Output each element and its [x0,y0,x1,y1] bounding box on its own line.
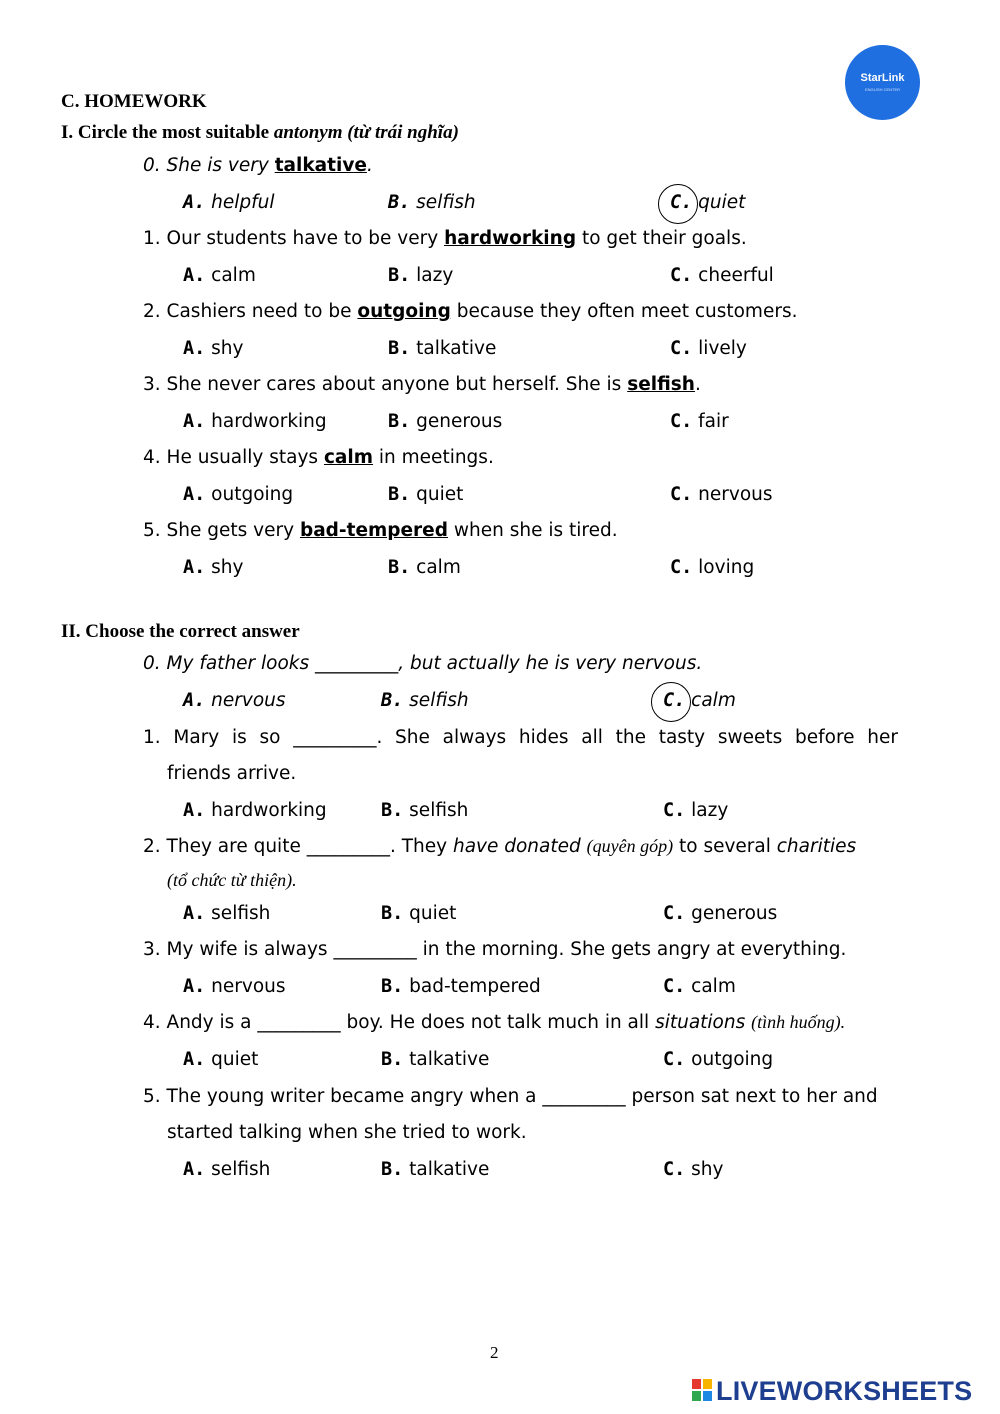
part1-title-italic: antonym (từ trái nghĩa) [273,122,459,143]
part1-question-0: 0. She is very talkative. [143,155,373,176]
keyword: hardworking [444,228,577,249]
part2-question-5-line2: started talking when she tried to work. [167,1122,527,1143]
part2-q3-option-c[interactable]: C. calm [663,976,736,997]
part2-question-3: 3. My wife is always _________ in the morning. She gets angry at everything. [143,939,847,960]
keyword: selfish [627,374,695,395]
part1-title [61,122,459,144]
part1-title-bold: I. Circle the most suitable [61,122,274,143]
answer-circle-mark [658,184,698,224]
part2-q2-option-b[interactable]: B. quiet [381,903,457,924]
part1-q4-option-c[interactable]: C. nervous [670,484,773,505]
part1-q1-option-c[interactable]: C. cheerful [670,265,774,286]
part1-q0-option-a[interactable]: A. helpful [183,192,275,213]
part1-q5-option-a[interactable]: A. shy [183,557,244,578]
part1-q5-option-b[interactable]: B. calm [388,557,461,578]
part2-question-4: 4. Andy is a _________ boy. He does not talk much in all situations (tình huống). [143,1012,846,1033]
part1-q3-option-a[interactable]: A. hardworking [183,411,327,432]
liveworksheets-text: LIVEWORKSHEETS [716,1376,973,1406]
part2-q2-option-a[interactable]: A. selfish [183,903,271,924]
part1-question-3: 3. She never cares about anyone but herself. She is selfish. [143,374,701,395]
part1-q0-option-c[interactable]: C. quiet [670,192,746,213]
part2-q3-option-b[interactable]: B. bad-tempered [381,976,541,997]
part1-q3-option-b[interactable]: B. generous [388,411,503,432]
part2-q5-option-a[interactable]: A. selfish [183,1159,271,1180]
part1-question-2: 2. Cashiers need to be outgoing because they often meet customers. [143,301,798,322]
keyword: talkative [274,155,367,176]
part1-q5-option-c[interactable]: C. loving [670,557,755,578]
starlink-logo [845,45,920,120]
part1-q0-option-b[interactable]: B. selfish [388,192,476,213]
answer-circle-mark [651,682,691,722]
part1-q1-option-b[interactable]: B. lazy [388,265,454,286]
part2-title: II. Choose the correct answer [61,621,300,642]
part1-question-1: 1. Our students have to be very hardworking to get their goals. [143,228,747,249]
part2-question-0: 0. My father looks _________, but actually he is very nervous. [143,653,703,674]
part2-q0-option-b[interactable]: B. selfish [381,690,469,711]
part2-question-1: 1. Mary is so _________. She always hides all the tasty sweets before her [143,727,898,748]
part1-q2-option-b[interactable]: B. talkative [388,338,497,359]
page-number: 2 [490,1343,499,1362]
keyword: bad-tempered [299,520,448,541]
part2-q2-option-c[interactable]: C. generous [663,903,778,924]
part1-q3-option-c[interactable]: C. fair [670,411,729,432]
part1-question-4: 4. He usually stays calm in meetings. [143,447,494,468]
part2-q5-option-b[interactable]: B. talkative [381,1159,490,1180]
section-title: C. HOMEWORK [61,91,207,112]
part2-q4-option-c[interactable]: C. outgoing [663,1049,774,1070]
part2-q3-option-a[interactable]: A. nervous [183,976,286,997]
part2-q5-option-c[interactable]: C. shy [663,1159,724,1180]
keyword: calm [323,447,374,468]
part2-question-2-line2: (tổ chức từ thiện). [167,870,297,890]
part1-question-5: 5. She gets very bad-tempered when she is tired. [143,520,618,541]
part2-q0-option-c[interactable]: C. calm [663,690,736,711]
part2-question-1-line2: friends arrive. [167,763,297,784]
part2-question-2: 2. They are quite _________. They have donated (quyên góp) to several charities [143,836,857,857]
part1-q4-option-b[interactable]: B. quiet [388,484,464,505]
part2-question-5: 5. The young writer became angry when a _________ person sat next to her and [143,1086,878,1107]
part2-q1-option-c[interactable]: C. lazy [663,800,729,821]
part1-q1-option-a[interactable]: A. calm [183,265,256,286]
part1-q2-option-a[interactable]: A. shy [183,338,244,359]
part2-q1-option-b[interactable]: B. selfish [381,800,469,821]
liveworksheets-icon [692,1379,712,1401]
part2-q1-option-a[interactable]: A. hardworking [183,800,327,821]
logo-text: StarLink [860,72,905,84]
keyword: outgoing [357,301,451,322]
part2-q4-option-a[interactable]: A. quiet [183,1049,259,1070]
part2-q4-option-b[interactable]: B. talkative [381,1049,490,1070]
part1-q4-option-a[interactable]: A. outgoing [183,484,294,505]
part1-q2-option-c[interactable]: C. lively [670,338,747,359]
logo-subtext: ENGLISH CENTER [864,87,901,92]
part2-q0-option-a[interactable]: A. nervous [183,690,286,711]
